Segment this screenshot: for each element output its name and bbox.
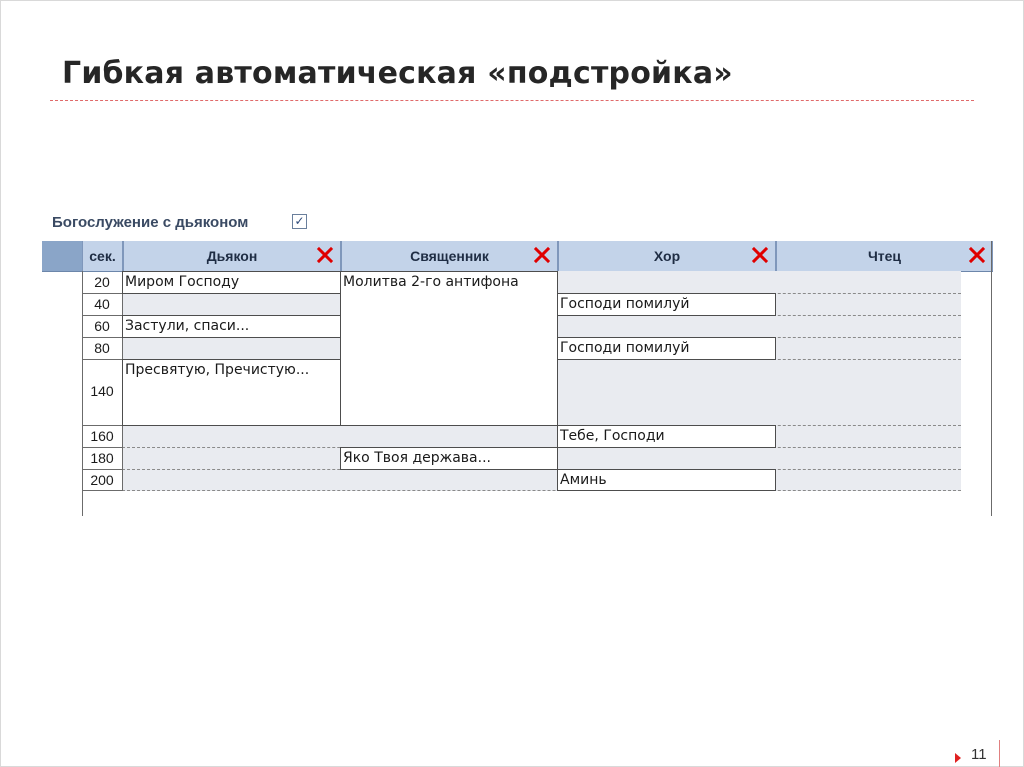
empty-slot (122, 337, 340, 359)
deacon-cell-20[interactable]: Миром Господу (122, 271, 341, 294)
header-deacon: Дьякон (123, 241, 341, 271)
sec-rule (82, 425, 122, 426)
table-right-border (991, 241, 992, 516)
sec-rule (82, 315, 122, 316)
remove-reader-column-button[interactable] (968, 246, 986, 264)
choir-cell-160[interactable]: Тебе, Господи (557, 425, 776, 448)
deacon-cell-60[interactable]: Застули, спаси... (122, 315, 341, 338)
title-divider (50, 100, 974, 101)
row-separator (122, 490, 961, 491)
deacon-cell-140[interactable]: Пресвятую, Пречистую... (122, 359, 341, 426)
row-seconds: 40 (94, 296, 110, 312)
remove-choir-column-button[interactable] (751, 246, 769, 264)
footer-divider (999, 740, 1000, 767)
page-number: 11 (971, 746, 987, 763)
priest-cell-180[interactable]: Яко Твоя держава... (340, 447, 558, 470)
priest-cell-20[interactable]: Молитва 2-го антифона (340, 271, 558, 426)
checkmark-icon: ✓ (294, 214, 305, 228)
close-x-icon (751, 246, 769, 264)
empty-slot (122, 293, 340, 315)
sec-rule (82, 469, 122, 470)
row-seconds: 160 (90, 428, 114, 444)
header-choir: Хор (558, 241, 776, 271)
row-seconds: 200 (90, 472, 114, 488)
sec-rule (82, 359, 122, 360)
close-x-icon (316, 246, 334, 264)
row-seconds: 80 (94, 340, 110, 356)
header-priest: Священник (341, 241, 558, 271)
close-x-icon (968, 246, 986, 264)
sec-rule (82, 293, 122, 294)
header-reader: Чтец (776, 241, 993, 271)
deacon-option-checkbox[interactable] (292, 214, 307, 229)
sec-rule (82, 337, 122, 338)
slide-title: Гибкая автоматическая «подстройка» (62, 56, 733, 91)
remove-priest-column-button[interactable] (533, 246, 551, 264)
page-arrow-icon (955, 753, 961, 763)
remove-deacon-column-button[interactable] (316, 246, 334, 264)
choir-cell-200[interactable]: Аминь (557, 469, 776, 491)
row-seconds: 180 (90, 450, 114, 466)
sec-rule (82, 490, 122, 491)
row-seconds: 20 (94, 274, 110, 290)
close-x-icon (533, 246, 551, 264)
deacon-option-label: Богослужение с дьяконом (52, 214, 249, 231)
sec-rule (82, 447, 122, 448)
header-sec: сек. (82, 241, 123, 271)
choir-cell-40[interactable]: Господи помилуй (557, 293, 776, 316)
choir-cell-80[interactable]: Господи помилуй (557, 337, 776, 360)
row-seconds: 60 (94, 318, 110, 334)
row-seconds: 140 (90, 383, 114, 399)
